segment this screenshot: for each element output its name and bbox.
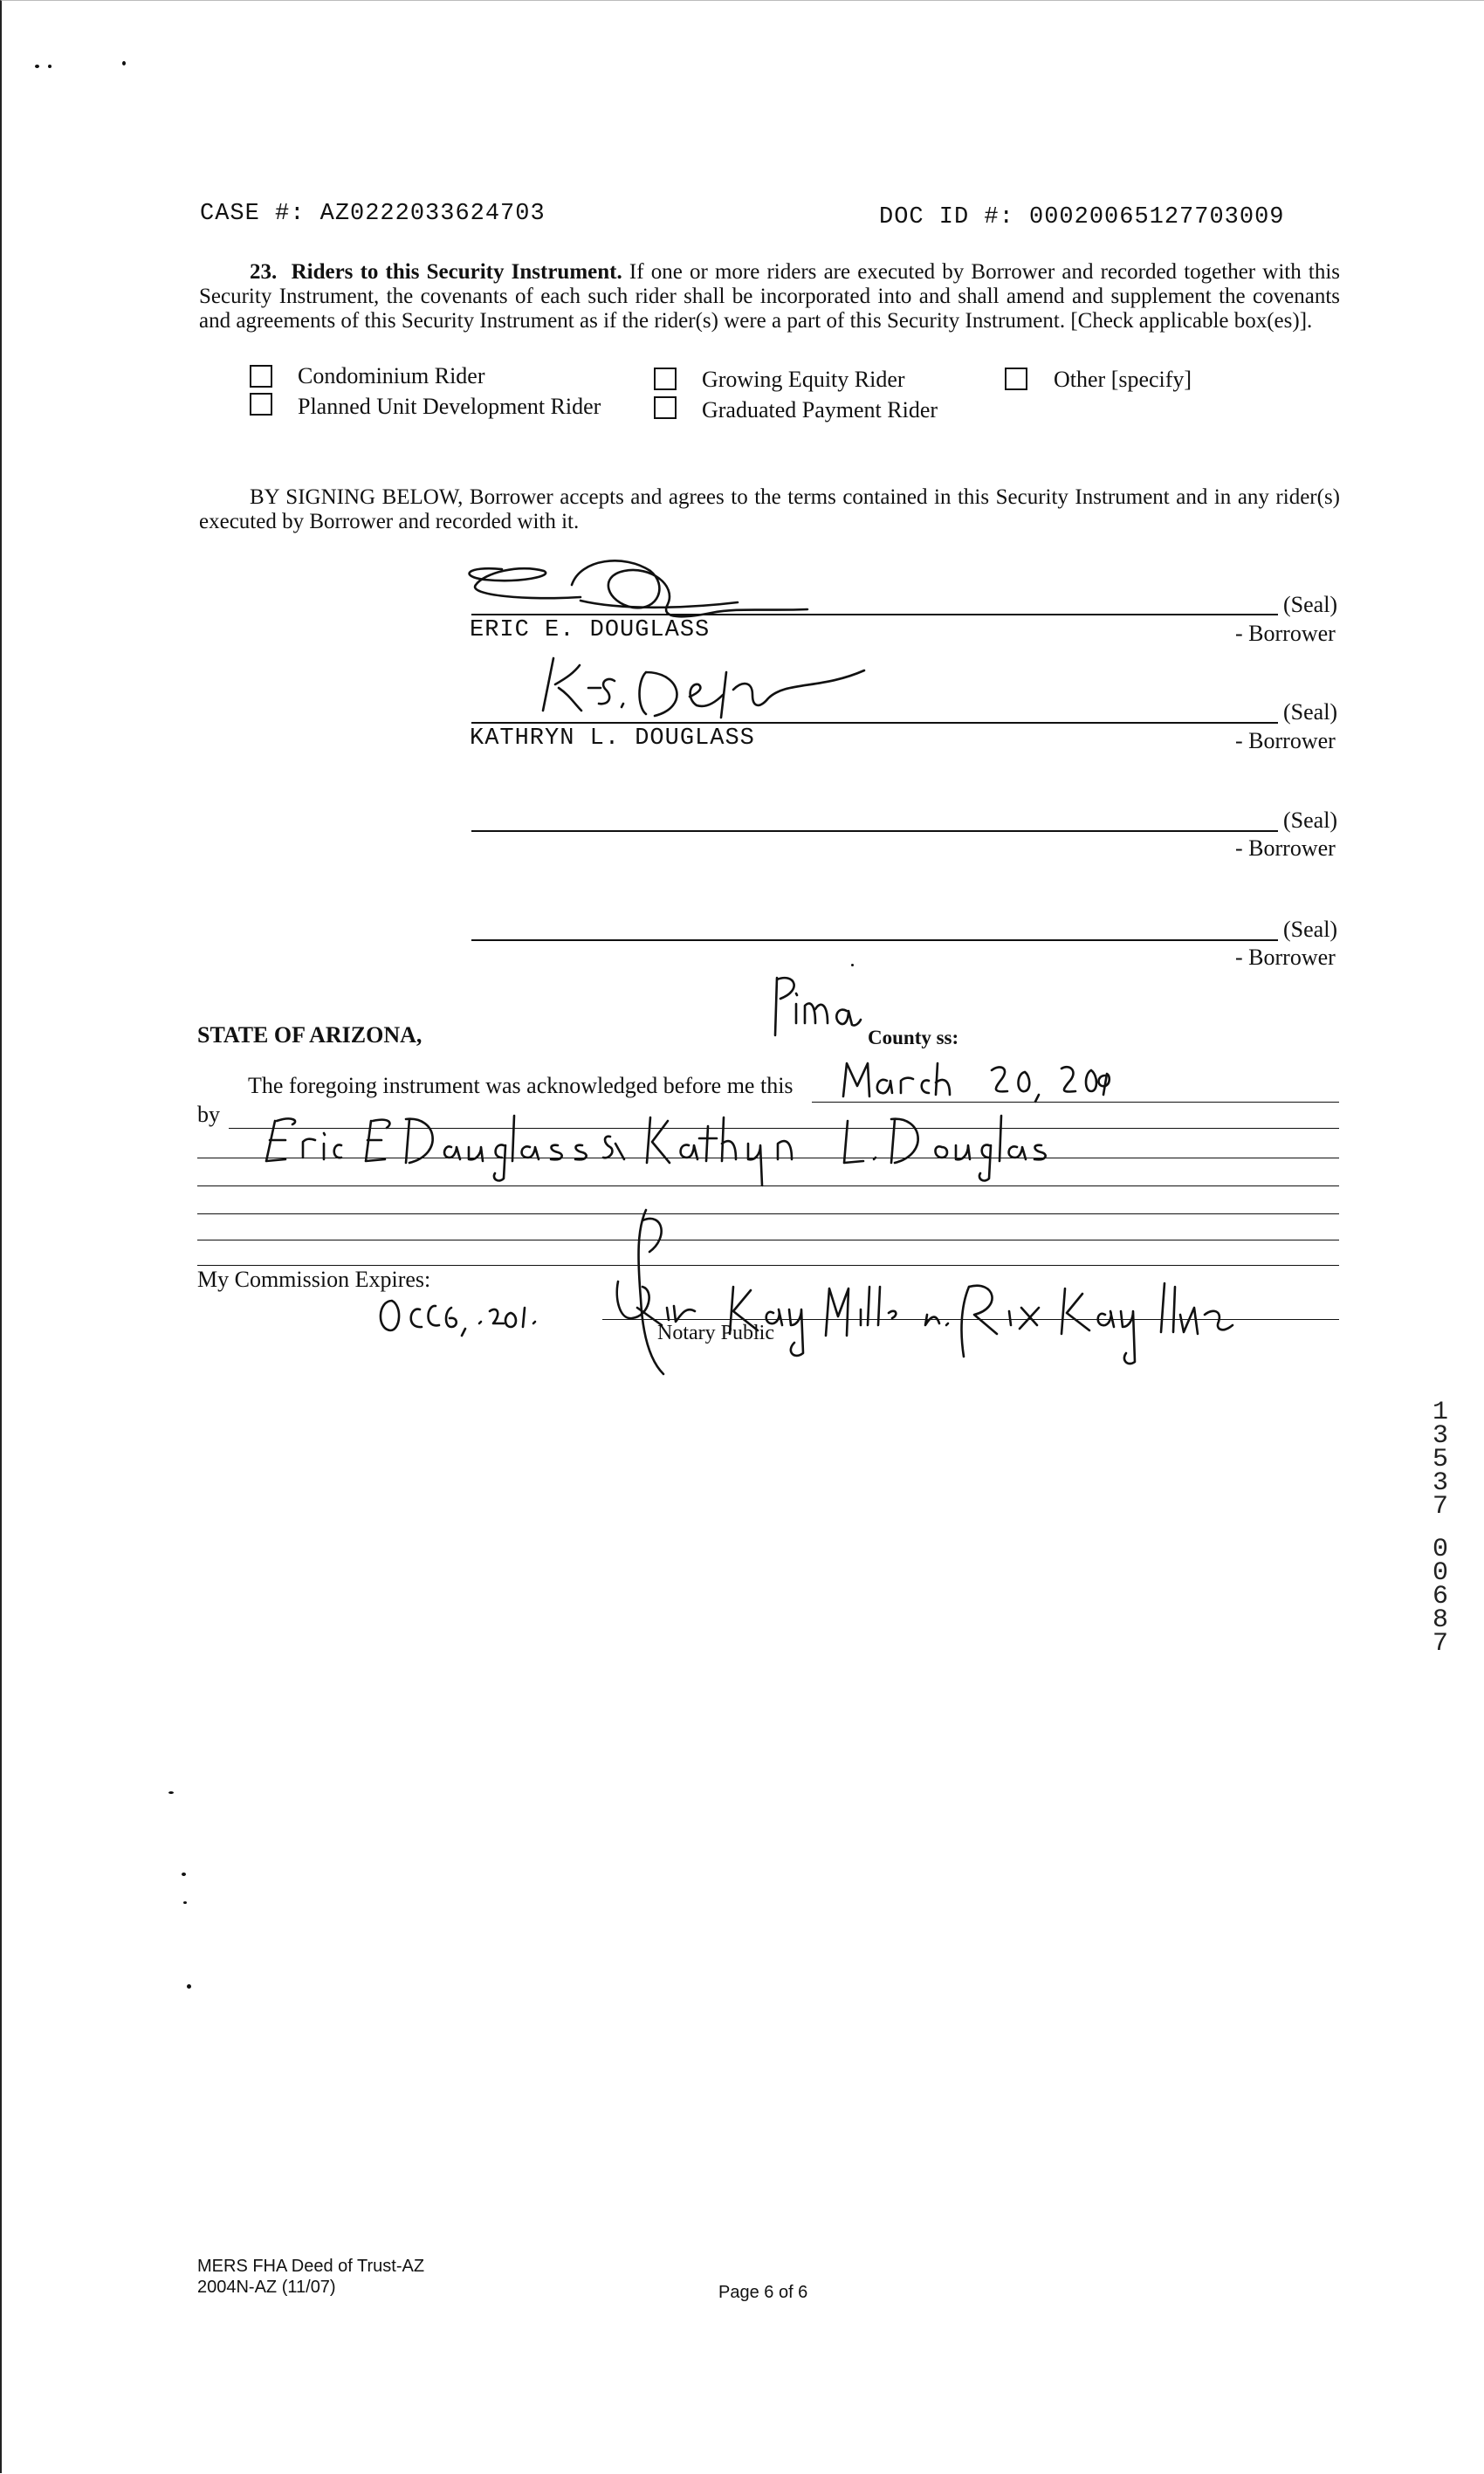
scan-speck xyxy=(48,65,52,68)
riders-title: Riders to this Security Instrument. xyxy=(291,260,622,284)
borrower-role-1: - Borrower xyxy=(1235,621,1336,646)
seal-label-3: (Seal) xyxy=(1283,807,1338,833)
notary-public-label: Notary Public xyxy=(657,1322,774,1344)
stamp-digit: 5 xyxy=(1432,1445,1448,1474)
stamp-digit: 6 xyxy=(1432,1582,1448,1612)
signing-statement: BY SIGNING BELOW, Borrower accepts and agrees to the terms contained in this Security Instrument and in any rider(s) executed by Borrower and recorded with it. xyxy=(199,485,1340,533)
footer-form-code: 2004N-AZ (11/07) xyxy=(197,2278,336,2297)
stamp-digit: 3 xyxy=(1432,1421,1448,1451)
stamp-digit: 8 xyxy=(1432,1605,1448,1635)
graduated-payment-rider-label: Graduated Payment Rider xyxy=(702,397,938,423)
scan-speck xyxy=(851,964,854,966)
scan-speck xyxy=(35,65,39,68)
stamp-digit: 7 xyxy=(1432,1492,1448,1522)
scan-speck xyxy=(168,1791,174,1794)
stamp-digit: 3 xyxy=(1432,1468,1448,1498)
doc-id: DOC ID #: 00020065127703009 xyxy=(879,204,1285,230)
stamp-digit: 0 xyxy=(1432,1535,1448,1564)
condominium-rider-checkbox[interactable] xyxy=(250,365,272,388)
riders-paragraph xyxy=(199,260,1340,333)
seal-label-2: (Seal) xyxy=(1283,699,1338,725)
stamp-digit: 1 xyxy=(1432,1398,1448,1427)
signature-line-3 xyxy=(471,830,1278,832)
pud-rider-checkbox[interactable] xyxy=(250,393,272,416)
scan-speck xyxy=(182,1873,186,1876)
case-number: CASE #: AZ0222033624703 xyxy=(200,201,546,227)
notary-public-signature xyxy=(611,1203,1240,1378)
growing-equity-rider-label: Growing Equity Rider xyxy=(702,367,905,392)
stamp-digit: 0 xyxy=(1432,1558,1448,1588)
seal-label-1: (Seal) xyxy=(1283,592,1338,617)
commission-expires-label: My Commission Expires: xyxy=(197,1267,431,1292)
borrower-name-1: ERIC E. DOUGLASS xyxy=(470,617,711,643)
borrower-role-2: - Borrower xyxy=(1235,728,1336,753)
stamp-digit: 7 xyxy=(1432,1629,1448,1659)
seal-label-4: (Seal) xyxy=(1283,917,1338,942)
recording-number-stamp xyxy=(1423,1398,1458,1659)
scan-speck xyxy=(183,1901,187,1904)
scan-speck xyxy=(122,61,126,65)
borrower-role-3: - Borrower xyxy=(1235,835,1336,861)
footer-form-title: MERS FHA Deed of Trust-AZ xyxy=(197,2257,425,2276)
county-label: County ss: xyxy=(868,1027,959,1048)
other-rider-label: Other [specify] xyxy=(1054,367,1192,392)
pud-rider-label: Planned Unit Development Rider xyxy=(298,394,601,419)
condominium-rider-label: Condominium Rider xyxy=(298,363,485,388)
scan-speck xyxy=(187,1984,191,1989)
footer-page-number: Page 6 of 6 xyxy=(718,2283,808,2302)
riders-body: If one or more riders are executed by Borrower and recorded together with this Security Instrument, the covenants of each such rider shall be incorporated into and shall amend and supplement the covenants and agreements of this Security Instrument as if the rider(s) were a part of this Security Instrument. [Check applicable box(es)]. xyxy=(199,260,1341,333)
signature-line-4 xyxy=(471,939,1278,941)
state-label: STATE OF ARIZONA, xyxy=(197,1022,423,1048)
borrower-role-4: - Borrower xyxy=(1235,945,1336,970)
borrower-name-2: KATHRYN L. DOUGLASS xyxy=(470,725,755,752)
riders-number: 23. xyxy=(250,260,278,284)
graduated-payment-rider-checkbox[interactable] xyxy=(654,396,677,419)
eric-douglass-signature xyxy=(450,550,816,637)
other-rider-checkbox[interactable] xyxy=(1005,368,1027,390)
kathryn-douglass-signature xyxy=(524,646,890,733)
acknowledged-text: The foregoing instrument was acknowledged before me this xyxy=(248,1073,794,1098)
acknowledgment-date-handwritten xyxy=(838,1055,1126,1107)
by-label: by xyxy=(197,1102,220,1127)
commission-date-handwritten xyxy=(371,1289,546,1341)
county-handwritten xyxy=(768,969,873,1039)
growing-equity-rider-checkbox[interactable] xyxy=(654,368,677,390)
acknowledged-names-handwritten xyxy=(258,1109,1061,1187)
